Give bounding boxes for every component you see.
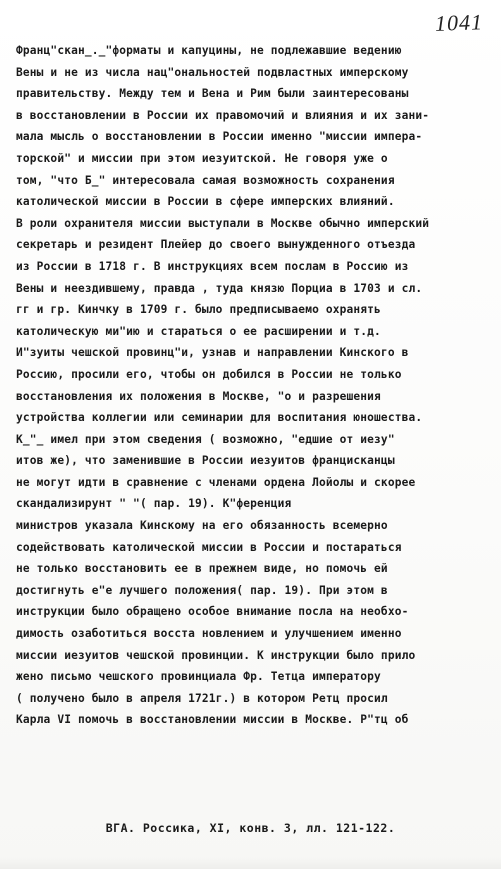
text-line: В роли охранителя миссии выступали в Москве обычно имперский <box>16 216 430 230</box>
text-line: из России в 1718 г. В инструкциях всем послам в Россию из <box>16 259 409 273</box>
text-line: Карла VI помочь в восстановлении миссии в Москве. Р"тц об <box>16 713 409 727</box>
text-line: итов же), что заменившие в России иезуитов францисканцы <box>16 454 395 468</box>
text-line: достигнуть е"е лучшего положения( пар. 19). При этом в <box>16 583 388 597</box>
text-line: устройства коллегии или семинарии для воспитания юношества. <box>16 411 423 425</box>
text-line: правительству. Между тем и Вена и Рим были заинтересованы <box>16 87 409 101</box>
text-line: димость озаботиться восста новлением и улучшением именно <box>16 627 402 641</box>
text-line: Вены и не из числа нац"ональностей подвластных имперскому <box>16 65 409 79</box>
text-line: Вены и неездившему, правда , туда князю Порциа в 1703 и сл. <box>16 281 423 295</box>
text-line: гг и гр. Кинчку в 1709 г. было предписываемо охранять <box>16 303 381 317</box>
text-line: скандализирунт " "( пар. 19). К"ференция <box>16 497 292 511</box>
text-line: католическую ми"ию и стараться о ее расширении и т.д. <box>16 324 381 338</box>
text-line: не только восстановить ее в прежнем виде, но помочь ей <box>16 562 388 576</box>
archive-citation: ВГА. Россика, XI, конв. 3, лл. 121-122. <box>105 821 396 835</box>
text-line: том, "что Б_" интересовала самая возможность сохранения <box>16 173 395 187</box>
document-body <box>16 40 494 731</box>
text-line: И"зуиты чешской провинц"и, узнав и направлении Кинского в <box>16 346 409 360</box>
text-line: Россию, просили его, чтобы он добился в России не только <box>16 367 402 381</box>
text-line: содействовать католической миссии в России и постараться <box>16 540 402 554</box>
text-line: жено письмо чешского провинциала Фр. Тетца императору <box>16 670 381 684</box>
text-line: в восстановлении в России их правомочий и влияния и их зани- <box>16 108 430 122</box>
text-line: ( получено было в апреля 1721г.) в котором Ретц просил <box>16 691 388 705</box>
text-line: инструкции было обращено особое внимание посла на необхо- <box>16 605 409 619</box>
paper-edge-shadow <box>0 857 501 869</box>
text-line: секретарь и резидент Плейер до своего вынужденного отъезда <box>16 238 416 252</box>
text-line: министров указала Кинскому на его обязанность всемерно <box>16 519 388 533</box>
text-line: католической миссии в России в сфере имперских влияний. <box>16 195 395 209</box>
archive-page-number: 1041 <box>434 9 484 36</box>
text-line: К_"_ имел при этом сведения ( возможно, "едшие от иезу" <box>16 432 395 446</box>
text-line: миссии иезуитов чешской провинции. К инструкции было прило <box>16 648 416 662</box>
text-line: восстановления их положения в Москве, "о и разрешения <box>16 389 381 403</box>
text-line: торской" и миссии при этом иезуитской. Не говоря уже о <box>16 151 388 165</box>
text-line: Франц"скан_._"форматы и капуцины, не подлежавшие ведению <box>16 44 402 57</box>
text-line: мала мысль о восстановлении в России именно "миссии импера- <box>16 130 423 144</box>
text-line: не могут идти в сравнение с членами ордена Лойолы и скорее <box>16 475 416 489</box>
